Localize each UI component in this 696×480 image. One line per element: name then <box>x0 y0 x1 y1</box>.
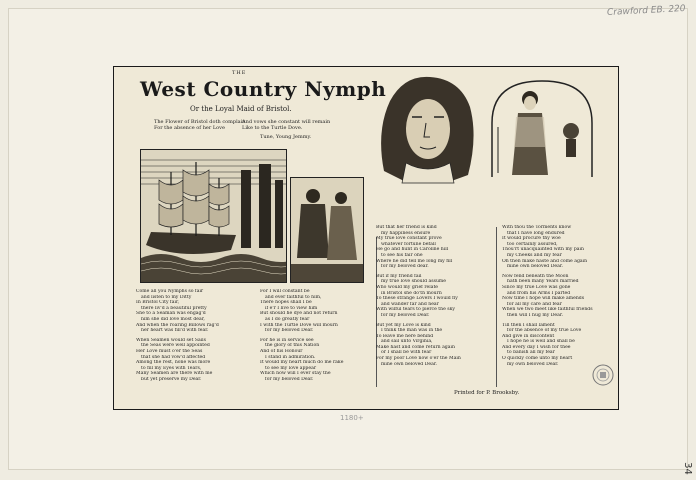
portrait-man-illustration <box>376 71 478 191</box>
figures-woodcut <box>290 177 364 283</box>
verse-line: For I will constant be <box>260 289 310 294</box>
verse-line: and listen to my Ditty <box>141 294 192 300</box>
page-number: 34 <box>682 462 694 475</box>
verse-line: Where he did tell me long my fill <box>376 258 453 264</box>
portrait-lady-illustration <box>486 77 598 177</box>
verse-line: Many Seamen are there with me <box>136 371 213 377</box>
verse-line: and sail unto Virginia, <box>381 339 433 345</box>
portrait-lady-woodcut <box>486 77 598 177</box>
verse-line: For my poor Love now o'er the Main <box>376 356 461 362</box>
portrait-man-woodcut <box>376 71 478 191</box>
verse-line: for my beloved dear. <box>381 264 429 270</box>
verse-line: too certainly assured, <box>507 241 558 247</box>
verse-line: for my beloved Dear. <box>381 312 430 318</box>
verse-line: for my beloved Dear. <box>265 328 314 334</box>
collection-mark: Crawford EB. 220 <box>607 3 687 19</box>
verse-line: He go and hunt in Caroline hill <box>376 247 449 253</box>
verse-line: But that her friend is kind <box>376 225 437 230</box>
stanza <box>136 289 246 334</box>
verse-line: She to a Seaman was engag'd <box>136 311 206 317</box>
verse-line: my Cheeks and my fear <box>507 252 562 258</box>
intro-line: And vows she constant will remain <box>242 119 331 125</box>
verse-line: But should he dye and not return <box>260 311 338 317</box>
intro-line: The Flower of Bristol doth complain <box>154 119 246 125</box>
verse-column-3 <box>376 225 492 371</box>
verse-line: and from his Arms I parted <box>507 290 571 296</box>
verse-line: my true love should assume <box>381 279 446 285</box>
verse-line: as I do greatly fear <box>265 316 310 322</box>
verse-line: hath been many Years married <box>507 279 579 285</box>
verse-line: the glory of this Nation <box>265 343 320 349</box>
couple-illustration <box>291 178 363 282</box>
verse-line: When Seamen would set Sails <box>136 337 207 343</box>
stanza <box>376 274 492 319</box>
stanza <box>502 274 614 319</box>
verse-line: Which now will I ever stay the <box>260 371 331 377</box>
verse-line: the Seas were well appointed <box>141 343 210 349</box>
verse-line: I think the man was in the <box>381 328 443 334</box>
verse-line: And when the roaring Billows rag'd <box>136 322 219 328</box>
verse-line: for the absence of my true Love <box>507 328 582 334</box>
verse-line: And every day I wish for thee <box>502 344 571 350</box>
verse-line: Till then I shall lament <box>502 322 555 328</box>
verse-line: I stand in admiration. <box>265 354 316 360</box>
verse-line: that I have long endured <box>507 230 565 236</box>
verse-line: Make hast and come return again <box>376 344 455 350</box>
verse-line: And of his Honour <box>260 348 303 354</box>
verse-line: Now time I hope will make amends <box>502 296 585 302</box>
stanza <box>260 338 370 383</box>
verse-line: to banish all my fear <box>507 350 555 356</box>
verse-line: My true love constant prove <box>376 236 442 242</box>
stanza <box>136 338 246 383</box>
verse-line: my happiness ensure <box>381 230 431 236</box>
verse-line: if e'r I live to view him <box>265 305 318 311</box>
verse-line: mine own beloved Dear. <box>507 264 563 270</box>
verse-line: to fill my Eyes with Tears, <box>141 365 202 371</box>
verse-column-1 <box>136 289 246 387</box>
verse-line: I hope he is well and shall be <box>507 339 575 345</box>
ship-illustration <box>141 150 286 282</box>
verse-line: I with the Turtle Dove will mourn <box>260 322 338 328</box>
verse-line: With wilful tears to pierce the sky <box>376 307 456 313</box>
column-divider <box>496 227 497 387</box>
verse-line: and ever faithful to him, <box>265 294 322 300</box>
verse-line: and wander far and near <box>381 301 439 307</box>
tune-line: Tune, Young Jemmy. <box>260 134 312 140</box>
verse-line: In Bristol City fair, <box>136 300 180 306</box>
verse-line: And give in discontent <box>502 333 555 339</box>
verse-line: to see my love appear <box>265 365 317 371</box>
verse-line: It would my heart much do me rake <box>260 360 344 366</box>
verse-line: for my beloved Dear. <box>265 376 314 382</box>
verse-line: With thou the Torments know <box>502 225 572 230</box>
verse-line: There hopes shall I be <box>260 300 312 306</box>
title-the: THE <box>232 70 247 76</box>
intro-left <box>154 119 245 131</box>
verse-line: But yet my Love is kind <box>376 322 431 328</box>
intro-line: For the absence of her Love <box>154 125 225 131</box>
stanza <box>376 323 492 368</box>
pencil-note: 1180+ <box>340 414 364 422</box>
ship-woodcut <box>140 149 287 283</box>
verse-line: her heart was fill'd with fear. <box>141 328 209 334</box>
verse-line: in Bristol she do'th mourn <box>381 290 442 296</box>
verse-line: To these strange Lovers I would fly <box>376 296 458 302</box>
verse-line: When we two meet like faithful friends <box>502 307 593 313</box>
verse-line: Come all you Nymphs so fair <box>136 289 204 294</box>
stanza <box>260 289 370 334</box>
verse-line: Who would my grief relate <box>376 284 439 290</box>
verse-line: Thou'rt unacquainted with my pain <box>502 247 584 253</box>
stanza <box>502 323 614 368</box>
ballad-title: West Country Nymph <box>140 77 387 101</box>
verse-line: but yet preserve my Dear. <box>141 376 202 382</box>
verse-line: there liv'd a beautiful pretty <box>141 305 207 311</box>
verse-line: To leave me here behind <box>376 333 434 339</box>
verse-line: mine own beloved Dear. <box>381 361 437 367</box>
verse-line: Since my true Love was gone <box>502 284 571 290</box>
verse-line: him she did love most dear, <box>141 316 205 322</box>
verse-line: Now fend beneath the Moon <box>502 273 569 279</box>
verse-line: then will I hug my Dear. <box>507 312 564 318</box>
verse-line: or I shall be with fear <box>381 350 432 356</box>
verse-line: It would procure thy woe <box>502 236 561 242</box>
intro-right <box>242 119 330 131</box>
intro-line: Like to the Turtle Dove. <box>242 125 303 131</box>
verse-line: Her Love must o'er the Seas <box>136 348 203 354</box>
verse-column-4 <box>502 225 614 371</box>
verse-line: For he is in service see <box>260 337 314 343</box>
verse-line: to see his fair one <box>381 252 423 258</box>
verse-line: that she had vow'd affected <box>141 354 206 360</box>
verse-line: O quickly come unto my heart <box>502 356 573 362</box>
verse-line: my own beloved Dear. <box>507 361 559 367</box>
verse-line: whatever fortune befall <box>381 241 436 247</box>
printer-imprint: Printed for P. Brooksby. <box>454 390 520 396</box>
ballad-subtitle: Or the Loyal Maid of Bristol. <box>190 105 292 113</box>
stanza <box>376 225 492 270</box>
verse-line: for all my care and fear <box>507 301 562 307</box>
library-stamp-icon <box>591 363 615 387</box>
verse-line: But if my friend fail <box>376 273 422 279</box>
stanza <box>502 225 614 270</box>
broadside-sheet <box>113 66 619 410</box>
verse-column-2 <box>260 289 370 387</box>
verse-line: Among the rest, none was more <box>136 360 211 366</box>
verse-line: Oh then make haste and come again <box>502 258 588 264</box>
